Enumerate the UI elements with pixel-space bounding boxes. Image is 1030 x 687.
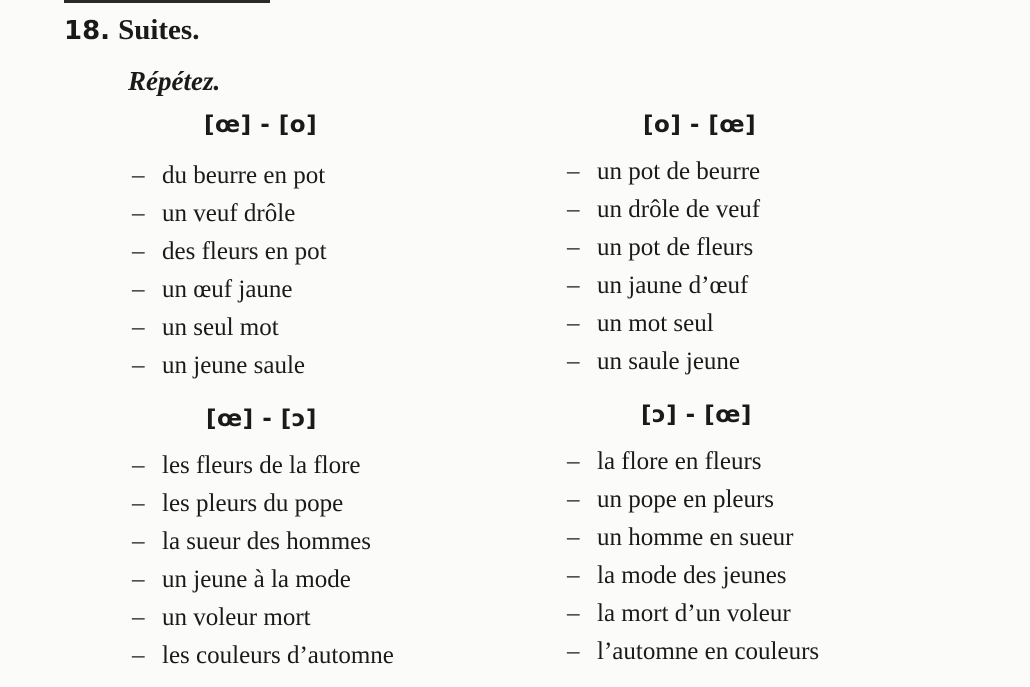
- list-item: [132, 200, 295, 228]
- list-item: [567, 158, 760, 186]
- list-item: [132, 642, 394, 670]
- list-item: [567, 638, 819, 666]
- dash: –: [132, 314, 145, 341]
- list-item-text: un mot seul: [597, 310, 714, 337]
- dash: –: [132, 276, 145, 303]
- dash: –: [132, 352, 145, 379]
- list-item: [132, 314, 279, 342]
- list-item: [567, 524, 793, 552]
- phonetic-heading: [o] - [œ]: [643, 112, 757, 138]
- list-item: [132, 276, 293, 304]
- dash: –: [132, 642, 145, 669]
- list-item: [132, 528, 371, 556]
- list-item-text: la sueur des hommes: [162, 528, 371, 555]
- list-item-text: un œuf jaune: [162, 276, 293, 303]
- list-item: [567, 196, 760, 224]
- list-item-text: du beurre en pot: [162, 162, 326, 189]
- list-item: [567, 310, 714, 338]
- list-item: [567, 600, 791, 628]
- list-item-text: un jaune d’œuf: [597, 272, 749, 299]
- dash: –: [567, 486, 580, 513]
- dash: –: [567, 524, 580, 551]
- exercise-instruction: Répétez.: [128, 66, 221, 96]
- list-item: [132, 352, 305, 380]
- list-item-text: un veuf drôle: [162, 200, 296, 227]
- list-item-text: les fleurs de la flore: [162, 452, 361, 479]
- dash: –: [567, 158, 580, 185]
- phonetic-heading: [œ] - [ɔ]: [206, 406, 317, 432]
- list-item: [132, 452, 361, 480]
- dash: –: [567, 272, 580, 299]
- list-item-text: un jeune saule: [162, 352, 306, 379]
- exercise-title: Suites.: [118, 14, 200, 46]
- list-item: [132, 238, 327, 266]
- dash: –: [567, 310, 580, 337]
- exercise-heading: [64, 14, 199, 47]
- list-item-text: les couleurs d’automne: [162, 642, 394, 669]
- phonetic-heading: [œ] - [o]: [204, 112, 318, 138]
- dash: –: [567, 600, 580, 627]
- dash: –: [567, 348, 580, 375]
- list-item-text: un seul mot: [162, 314, 279, 341]
- list-item: [132, 566, 351, 594]
- list-item-text: un pot de beurre: [597, 158, 761, 185]
- list-item: [567, 272, 748, 300]
- list-item-text: l’automne en couleurs: [597, 638, 820, 665]
- top-rule: [64, 0, 270, 3]
- exercise-number: 18.: [64, 16, 111, 46]
- list-item-text: des fleurs en pot: [162, 238, 327, 265]
- dash: –: [132, 452, 145, 479]
- list-item-text: un homme en sueur: [597, 524, 794, 551]
- list-item-text: un jeune à la mode: [162, 566, 351, 593]
- list-item-text: la mode des jeunes: [597, 562, 787, 589]
- list-item: [567, 234, 753, 262]
- dash: –: [567, 196, 580, 223]
- list-item: [132, 604, 311, 632]
- dash: –: [567, 638, 580, 665]
- list-item-text: un drôle de veuf: [597, 196, 761, 223]
- dash: –: [567, 234, 580, 261]
- list-item: [567, 448, 762, 476]
- list-item: [567, 562, 787, 590]
- dash: –: [132, 604, 145, 631]
- list-item: [567, 348, 740, 376]
- list-item-text: les pleurs du pope: [162, 490, 344, 517]
- dash: –: [132, 528, 145, 555]
- list-item-text: la mort d’un voleur: [597, 600, 791, 627]
- list-item: [132, 490, 343, 518]
- dash: –: [132, 238, 145, 265]
- list-item-text: un saule jeune: [597, 348, 741, 375]
- list-item-text: un pot de fleurs: [597, 234, 754, 261]
- dash: –: [132, 200, 145, 227]
- list-item-text: la flore en fleurs: [597, 448, 762, 475]
- dash: –: [132, 566, 145, 593]
- list-item: [567, 486, 774, 514]
- phonetic-heading: [ɔ] - [œ]: [641, 402, 752, 428]
- list-item-text: un pope en pleurs: [597, 486, 775, 513]
- dash: –: [132, 490, 145, 517]
- list-item: [132, 162, 325, 190]
- dash: –: [132, 162, 145, 189]
- dash: –: [567, 562, 580, 589]
- dash: –: [567, 448, 580, 475]
- list-item-text: un voleur mort: [162, 604, 311, 631]
